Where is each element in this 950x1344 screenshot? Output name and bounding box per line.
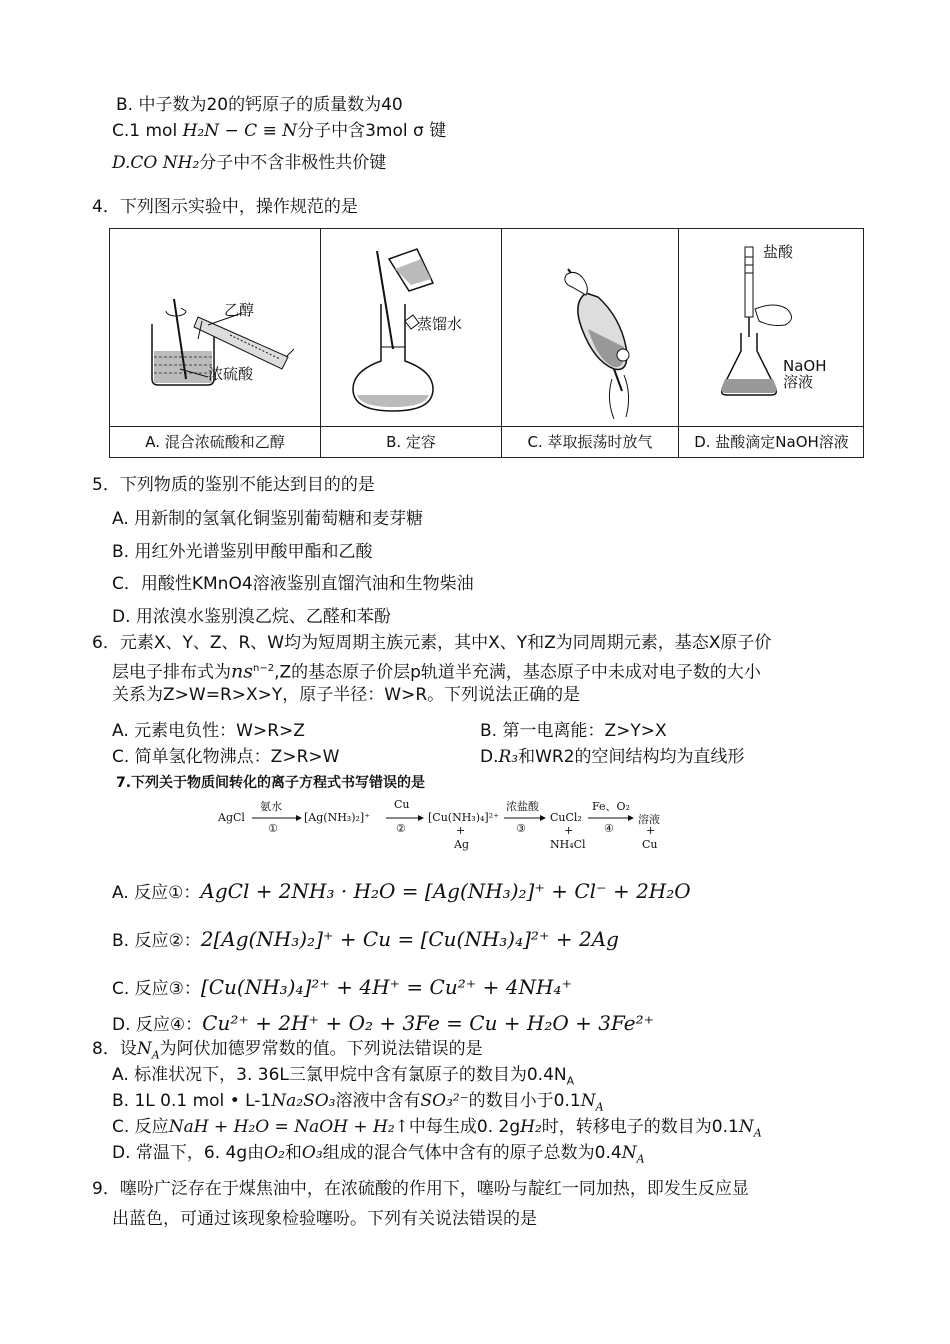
q6-formula-sup: n−2	[253, 663, 275, 674]
q9-line-1: 9．噻吩广泛存在于煤焦油中，在浓硫酸的作用下，噻吩与靛红一同加热，即发生反应显	[92, 1179, 749, 1199]
q5-option-b: B. 用红外光谱鉴别甲酸甲酯和乙酸	[112, 542, 373, 562]
q7-option-c	[112, 976, 572, 1000]
q8-c-a: C. 反应	[112, 1117, 169, 1137]
q8-c-eq: NaH + H₂O = NaOH + H₂↑	[168, 1117, 409, 1137]
q7-c-label: C. 反应③：	[112, 979, 201, 999]
label-sulfuric-acid: 浓硫酸	[208, 365, 254, 383]
q8-d-c: 组成的混合气体中含有的原子总数为0.4	[322, 1143, 622, 1163]
q6-formula-ns: ns	[231, 660, 253, 683]
q8-c-c: 时，转移电子的数目为0.1	[541, 1117, 739, 1137]
q4-caption-a: A. 混合浓硫酸和乙醇	[110, 426, 320, 457]
q3-option-b: B. 中子数为20的钙原子的质量数为40	[116, 95, 403, 115]
q8-b-b: 溶液中含有	[335, 1091, 421, 1111]
scheme-step-2: ②	[396, 822, 406, 835]
q6-d-b: 和WR2的空间结构均为直线形	[518, 747, 745, 767]
q6-d-a: D.	[480, 747, 499, 767]
q3-option-c	[112, 120, 446, 142]
label-solution: 溶液	[783, 373, 814, 391]
scheme-step-4: ④	[604, 822, 614, 835]
q6-line2-b: ,Z的基态原子价层p轨道半充满，基态原子中未成对电子数的大小	[274, 662, 761, 683]
scheme-step-1: ①	[268, 822, 278, 835]
q5-option-c: C．用酸性KMnO4溶液鉴别直馏汽油和生物柴油	[112, 574, 474, 594]
q7-d-label: D. 反应④：	[112, 1015, 203, 1035]
q4-figure-b	[321, 229, 501, 425]
label-naoh: NaOH	[783, 357, 827, 375]
q8-b-f2: SO₃²⁻	[420, 1091, 469, 1111]
q4-caption-c: C. 萃取振荡时放气	[502, 426, 678, 457]
q8-b-c: 的数目小于0.1	[468, 1091, 581, 1111]
q3-c-formula: H₂N − C ≡ N	[182, 121, 298, 141]
q8-a-sub: A	[566, 1074, 575, 1088]
q3-d-suffix: 分子中不含非极性共价键	[199, 153, 387, 173]
q6-line-3: 关系为Z>W=R>X>Y，原子半径：W>R。下列说法正确的是	[112, 685, 581, 705]
scheme-reagent-1: 氨水	[260, 800, 282, 813]
q8-stem-na-sub: A	[151, 1048, 160, 1062]
q6-option-a: A. 元素电负性：W>R>Z	[112, 721, 305, 741]
scheme-cu: Cu	[642, 838, 658, 851]
scheme-solution: 溶液	[638, 813, 660, 826]
q8-option-b	[112, 1090, 604, 1118]
scheme-agcl: AgCl	[218, 811, 245, 824]
q8-d-f2: O₃	[301, 1143, 323, 1163]
q3-c-prefix: C.1 mol	[112, 121, 183, 141]
q8-d-f1: O₂	[264, 1143, 285, 1163]
q8-b-f3-sub: A	[595, 1100, 604, 1114]
q7-c-equation: [Cu(NH₃)₄]²⁺ + 4H⁺ = Cu²⁺ + 4NH₄⁺	[200, 975, 573, 999]
q4-stem: 4．下列图示实验中，操作规范的是	[92, 197, 358, 217]
q4-caption-b: B. 定容	[321, 426, 501, 457]
q9-line-2: 出蓝色，可通过该现象检验噻吩。下列有关说法错误的是	[112, 1209, 537, 1229]
q8-d-a: D. 常温下，6. 4g由	[112, 1143, 265, 1163]
q4-cell-c	[502, 229, 679, 457]
q8-stem-na: N	[136, 1039, 152, 1059]
q4-caption-d: D. 盐酸滴定NaOH溶液	[679, 426, 864, 457]
q4-figure-c	[502, 229, 678, 425]
q7-stem: 7.下列关于物质间转化的离子方程式书写错误的是	[116, 775, 426, 791]
q7-option-d	[112, 1012, 654, 1036]
label-hcl: 盐酸	[763, 243, 794, 261]
scheme-step-3: ③	[516, 822, 526, 835]
q7-b-equation: 2[Ag(NH₃)₂]⁺ + Cu = [Cu(NH₃)₄]²⁺ + 2Ag	[200, 927, 619, 951]
q8-stem-a: 8．设	[92, 1039, 137, 1059]
q8-d-f3-sub: A	[636, 1152, 645, 1166]
label-distilled-water: 蒸馏水	[417, 315, 463, 333]
q4-cell-d	[679, 229, 864, 457]
q8-c-b: 中每生成0. 2g	[408, 1117, 521, 1137]
scheme-ag-complex: [Ag(NH₃)₂]⁺	[304, 811, 370, 824]
scheme-reagent-3: 浓盐酸	[506, 800, 539, 813]
scheme-plus-1: +	[456, 824, 466, 837]
q8-option-d	[112, 1142, 645, 1170]
q8-option-a	[112, 1064, 574, 1092]
q3-c-suffix: 分子中含3mol σ 键	[297, 121, 447, 141]
q8-c-f2-sub: A	[753, 1126, 762, 1140]
q4-figure-a	[110, 229, 320, 425]
q7-option-a	[112, 880, 691, 904]
q6-option-c: C. 简单氢化物沸点：Z>R>W	[112, 747, 340, 767]
q6-d-formula: R₃	[498, 747, 519, 767]
q5-stem: 5．下列物质的鉴别不能达到目的的是	[92, 475, 375, 495]
q8-b-a: B. 1L 0.1 mol • L-1	[112, 1091, 272, 1111]
scheme-cu-complex: [Cu(NH₃)₄]²⁺	[428, 811, 499, 824]
scheme-ag: Ag	[454, 838, 469, 851]
q8-c-f2: N	[738, 1117, 754, 1137]
q8-stem	[92, 1038, 483, 1066]
scheme-plus-2: +	[564, 824, 574, 837]
q3-option-d	[112, 152, 386, 174]
q3-d-formula: D.CO NH₂	[112, 153, 200, 173]
q8-stem-b: 为阿伏加德罗常数的值。下列说法错误的是	[159, 1039, 483, 1059]
q6-option-d	[480, 746, 745, 768]
q8-d-f3: N	[621, 1143, 637, 1163]
q7-b-label: B. 反应②：	[112, 931, 201, 951]
scheme-nh4cl: NH₄Cl	[550, 838, 586, 851]
q8-b-f3: N	[580, 1091, 596, 1111]
q4-figure-table	[109, 228, 864, 458]
q4-cell-a	[110, 229, 321, 457]
q6-line2-a: 层电子排布式为	[112, 662, 231, 683]
scheme-cucl2: CuCl₂	[550, 811, 582, 824]
q8-a-text: A. 标准状况下，3. 36L三氯甲烷中含有氯原子的数目为0.4N	[112, 1065, 567, 1085]
scheme-reagent-2: Cu	[394, 798, 410, 811]
q5-option-a: A. 用新制的氢氧化铜鉴别葡萄糖和麦芽糖	[112, 509, 424, 529]
q7-a-label: A. 反应①：	[112, 883, 201, 903]
q7-a-equation: AgCl + 2NH₃ · H₂O = [Ag(NH₃)₂]⁺ + Cl⁻ + 2H₂O	[200, 879, 691, 903]
q5-option-d: D. 用浓溴水鉴别溴乙烷、乙醛和苯酚	[112, 607, 391, 627]
q7-d-equation: Cu²⁺ + 2H⁺ + O₂ + 3Fe = Cu + H₂O + 3Fe²⁺	[202, 1011, 655, 1035]
q7-option-b	[112, 928, 619, 952]
q8-c-f: H₂	[520, 1117, 542, 1137]
q4-cell-b	[321, 229, 502, 457]
q6-line-2	[112, 658, 761, 684]
scheme-plus-3: +	[646, 824, 656, 837]
q8-b-f1: Na₂SO₃	[271, 1091, 336, 1111]
label-ethanol: 乙醇	[224, 301, 255, 319]
q8-option-c	[112, 1116, 762, 1144]
scheme-reagent-4: Fe、O₂	[592, 800, 630, 813]
q6-line-1: 6．元素X、Y、Z、R、W均为短周期主族元素，其中X、Y和Z为同周期元素，基态X原子价	[92, 633, 772, 653]
q7-scheme	[218, 796, 678, 852]
q8-d-b: 和	[284, 1143, 302, 1163]
q6-option-b: B. 第一电离能：Z>Y>X	[480, 721, 667, 741]
